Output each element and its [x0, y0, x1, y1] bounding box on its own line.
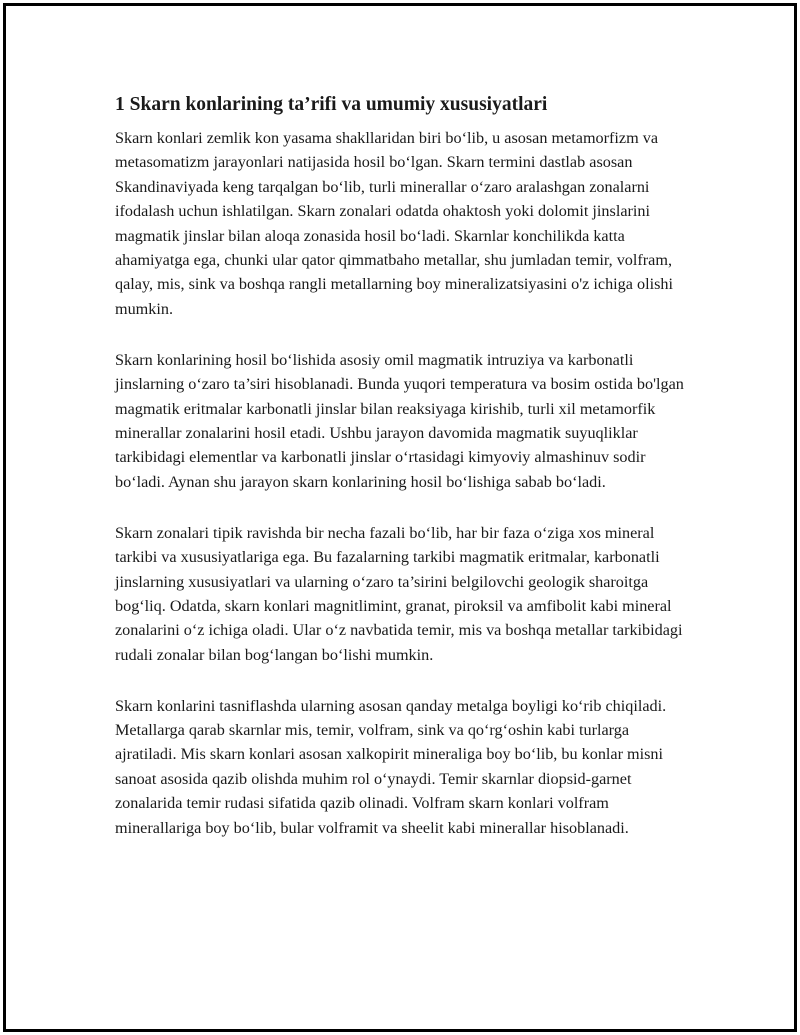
paragraph-4: Skarn konlarini tasniflashda ularning asosan qanday metalga boyligi ko‘rib chiqiladi. Metallarga qarab skarnlar mis, temir, volfram, sink va qo‘rg‘oshin kabi turlarga ajratiladi. Mis skarn konlari asosan xalkopirit mineraliga boy bo‘lib, bu konlar misni sanoat asosida qazib olishda muhim rol o‘ynaydi. Temir skarnlar diopsid-garnet zonalarida temir rudasi sifatida qazib olinadi. Volfram skarn konlari volfram minerallariga boy bo‘lib, bular volframit va sheelit kabi minerallar hisoblanadi. — [115, 696, 667, 837]
paragraph-1: Skarn konlari zemlik kon yasama shakllaridan biri bo‘lib, u asosan metamorfizm va metasomatizm jarayonlari natijasida hosil bo‘lgan. Skarn termini dastlab asosan Skandinaviyada keng tarqalgan bo‘lib, turli minerallar o‘zaro aralashgan zonalarni ifodalash uchun ishlatilgan. Skarn zonalari odatda ohaktosh yoki dolomit jinslarini magmatik jinslar bilan aloqa zonasida hosil bo‘ladi. Skarnlar konchilikda katta ahamiyatga ega, chunki ular qator qimmatbaho metallar, shu jumladan temir, volfram, qalay, mis, sink va boshqa rangli metallarning boy mineralizatsiyasini o'z ichiga olishi mumkin. — [115, 129, 673, 318]
document-body — [115, 93, 687, 840]
paragraph-3: Skarn zonalari tipik ravishda bir necha fazali bo‘lib, har bir faza o‘ziga xos mineral tarkibi va xususiyatlariga ega. Bu fazalarning tarkibi magmatik eritmalar, karbonatli jinslarning xususiyatlari va ularning o‘zaro ta’sirini belgilovchi geologik sharoitga bog‘liq. Odatda, skarn konlari magnitlimint, granat, piroksil va amfibolit kabi mineral zonalarini o‘z ichiga oladi. Ular o‘z navbatida temir, mis va boshqa metallar tarkibidagi rudali zonalar bilan bog‘langan bo‘lishi mumkin. — [115, 523, 683, 664]
paragraph-2: Skarn konlarining hosil bo‘lishida asosiy omil magmatik intruziya va karbonatli jinslarning o‘zaro ta’siri hisoblanadi. Bunda yuqori temperatura va bosim ostida bo'lgan magmatik eritmalar karbonatli jinslar bilan reaksiyaga kirishib, turli xil metamorfik minerallar zonalarini hosil etadi. Ushbu jarayon davomida magmatik suyuqliklar tarkibidagi elementlar va karbonatli jinslar o‘rtasidagi kimyoviy almashinuv sodir bo‘ladi. Aynan shu jarayon skarn konlarining hosil bo‘lishiga sabab bo‘ladi. — [115, 350, 684, 491]
section-heading: 1 Skarn konlarining ta’rifi va umumiy xususiyatlari — [115, 94, 548, 115]
